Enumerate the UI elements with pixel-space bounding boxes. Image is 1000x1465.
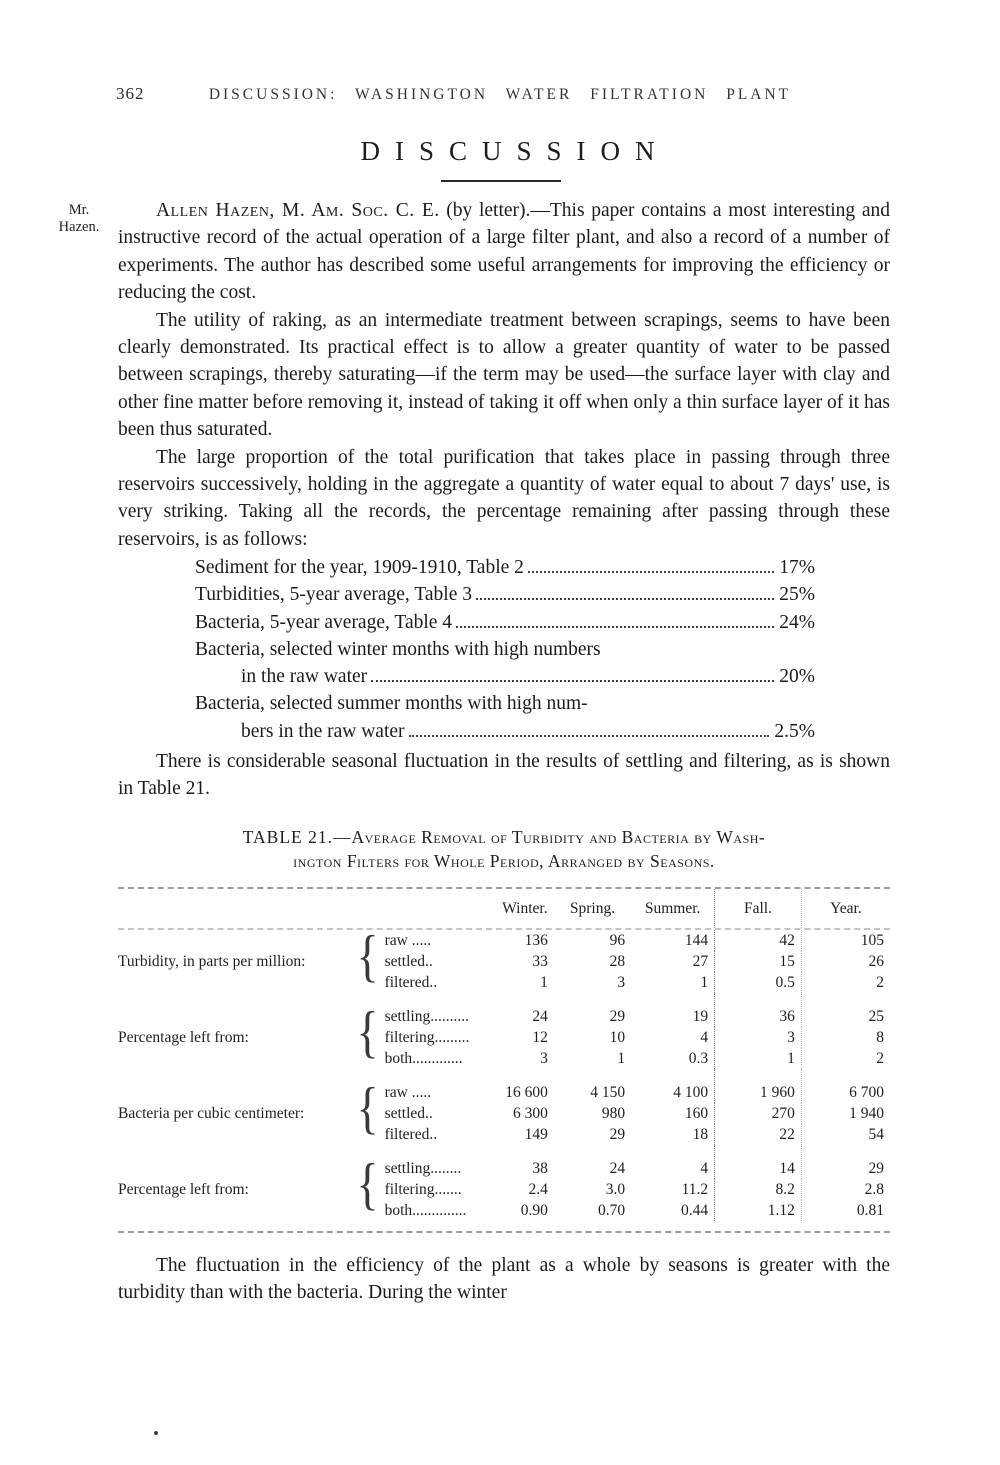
section-title: DISCUSSION bbox=[360, 136, 670, 166]
cell-fall: 0.5 bbox=[715, 972, 802, 993]
cell-spring: 10 bbox=[609, 1028, 626, 1046]
list-item-label: Turbidities, 5-year average, Table 3 bbox=[195, 584, 472, 606]
list-item-label: bers in the raw water bbox=[241, 720, 405, 742]
sub-row-label: settled.. bbox=[384, 1104, 433, 1122]
margin-note-line1: Mr. bbox=[68, 202, 90, 218]
list-item-value: 2.5% bbox=[774, 720, 815, 742]
sub-row-label: filtering......... bbox=[384, 1028, 470, 1046]
sub-row-label: both.............. bbox=[384, 1201, 467, 1219]
cell-winter: 3 bbox=[540, 1049, 548, 1067]
cell-spring: 0.70 bbox=[598, 1201, 626, 1219]
cell-year: 2 bbox=[801, 972, 890, 993]
paragraph-3: The large proportion of the total purification that takes place in passing through three reservoirs successively, holding in the aggregate a quantity of water equal to about 7 days' use, is very striking. Taking all the records, the percentage remaining after passing through these reservoirs, is as follows: bbox=[118, 446, 890, 550]
cell-year: 25 bbox=[801, 993, 890, 1027]
cell-year: 8 bbox=[801, 1027, 890, 1048]
cell-fall: 270 bbox=[715, 1103, 802, 1124]
stub-header bbox=[118, 889, 496, 928]
cell-year: 2.8 bbox=[801, 1179, 890, 1200]
cell-spring: 24 bbox=[609, 1159, 626, 1177]
paragraph-1-text: (by letter).—This paper contains a most interesting and instructive record of the actual operation of a large filter plant, and also a record of a number of experiments. The author has described some useful arrangements for improving the efficiency or reducing the cost. bbox=[118, 200, 890, 304]
cell-winter: 33 bbox=[532, 952, 548, 970]
paragraph-1 bbox=[118, 197, 890, 307]
cell-spring: 29 bbox=[609, 1125, 626, 1143]
sub-row-label: both............. bbox=[384, 1049, 463, 1067]
dot-leader bbox=[476, 585, 774, 601]
cell-spring: 1 bbox=[617, 1049, 626, 1067]
list-item-first-line: Bacteria, selected winter months with high numbers bbox=[195, 638, 601, 660]
cell-year: 6 700 bbox=[801, 1069, 890, 1103]
cell-summer: 4 100 bbox=[673, 1083, 709, 1101]
table-row bbox=[118, 1145, 890, 1179]
page-number: 362 bbox=[116, 84, 145, 103]
table-caption bbox=[118, 825, 890, 874]
column-header-winter: Winter. bbox=[502, 899, 548, 917]
list-item-value: 17% bbox=[779, 557, 815, 579]
list-item bbox=[195, 663, 815, 690]
cell-fall: 1 960 bbox=[715, 1069, 802, 1103]
cell-year: 29 bbox=[801, 1145, 890, 1179]
cell-year: 54 bbox=[801, 1124, 890, 1145]
sub-row-label: settled.. bbox=[384, 952, 433, 970]
table-caption-line2: ington Filters for Whole Period, Arranged by Seasons. bbox=[293, 851, 715, 872]
cell-spring: 3.0 bbox=[605, 1180, 626, 1198]
row-group-label: Percentage left from: bbox=[118, 1180, 249, 1198]
cell-winter: 2.4 bbox=[528, 1180, 548, 1198]
dot-leader bbox=[528, 558, 774, 574]
cell-summer: 11.2 bbox=[681, 1180, 709, 1198]
speaker-name: Allen Hazen, M. Am. Soc. C. E. bbox=[156, 200, 440, 221]
cell-summer: 144 bbox=[684, 931, 709, 949]
margin-note-line2: Hazen. bbox=[58, 219, 100, 235]
column-header-spring: Spring. bbox=[569, 899, 616, 917]
sub-row-label: filtered.. bbox=[384, 973, 438, 991]
cell-spring: 28 bbox=[609, 952, 626, 970]
brace-decoration: { bbox=[356, 999, 379, 1064]
cell-fall: 8.2 bbox=[715, 1179, 802, 1200]
header-rule-row bbox=[118, 928, 890, 930]
cell-spring: 4 150 bbox=[590, 1083, 626, 1101]
cell-summer: 1 bbox=[700, 973, 709, 991]
title-rule bbox=[441, 180, 561, 182]
table-bottom-rule bbox=[118, 1231, 890, 1233]
dot-leader bbox=[371, 666, 774, 682]
cell-winter: 38 bbox=[532, 1159, 548, 1177]
cell-fall: 1.12 bbox=[715, 1200, 802, 1221]
running-head: DISCUSSION: WASHINGTON WATER FILTRATION PLANT bbox=[208, 86, 792, 103]
table-top-rule bbox=[118, 887, 890, 889]
list-item-label: Bacteria, 5-year average, Table 4 bbox=[195, 611, 453, 633]
cell-spring: 96 bbox=[609, 931, 626, 949]
sub-row-label: settling........ bbox=[384, 1159, 462, 1177]
sub-row-label: raw ..... bbox=[384, 1083, 432, 1101]
cell-fall: 36 bbox=[715, 993, 802, 1027]
list-item bbox=[195, 609, 815, 636]
column-header-fall: Fall. bbox=[715, 889, 802, 928]
percentage-leader-list bbox=[195, 554, 815, 744]
dot-leader bbox=[409, 721, 770, 737]
cell-year: 26 bbox=[801, 951, 890, 972]
table-row bbox=[118, 993, 890, 1027]
row-group-label: Percentage left from: bbox=[118, 1028, 249, 1046]
cell-spring: 29 bbox=[609, 1007, 626, 1025]
table-header-row bbox=[118, 889, 890, 928]
cell-spring: 3 bbox=[617, 973, 626, 991]
column-header-summer: Summer. bbox=[644, 899, 701, 917]
table-21-grid bbox=[118, 889, 890, 1221]
cell-winter: 12 bbox=[532, 1028, 548, 1046]
list-item-value: 20% bbox=[779, 666, 815, 688]
cell-summer: 19 bbox=[692, 1007, 709, 1025]
cell-winter: 0.90 bbox=[520, 1201, 548, 1219]
table-row bbox=[118, 930, 890, 951]
cell-winter: 1 bbox=[540, 973, 548, 991]
cell-fall: 3 bbox=[715, 1027, 802, 1048]
row-group-label: Turbidity, in parts per million: bbox=[118, 952, 306, 970]
cell-spring: 980 bbox=[601, 1104, 626, 1122]
cell-year: 105 bbox=[801, 930, 890, 951]
table-row bbox=[118, 1069, 890, 1103]
cell-winter: 6 300 bbox=[512, 1104, 548, 1122]
cell-winter: 24 bbox=[532, 1007, 548, 1025]
cell-fall: 15 bbox=[715, 951, 802, 972]
brace-decoration: { bbox=[356, 1151, 379, 1216]
cell-fall: 1 bbox=[715, 1048, 802, 1069]
cell-winter: 16 600 bbox=[505, 1083, 548, 1101]
cell-fall: 42 bbox=[715, 930, 802, 951]
brace-decoration: { bbox=[356, 1075, 379, 1140]
list-item bbox=[195, 718, 815, 745]
table-21 bbox=[118, 887, 890, 1233]
cell-summer: 160 bbox=[684, 1104, 709, 1122]
cell-year: 1 940 bbox=[801, 1103, 890, 1124]
table-header-rule bbox=[118, 928, 890, 930]
cell-summer: 18 bbox=[692, 1125, 709, 1143]
table-caption-line1 bbox=[118, 825, 890, 850]
list-item-first-line: Bacteria, selected summer months with high num- bbox=[195, 693, 588, 715]
column-header-year: Year. bbox=[801, 889, 890, 928]
table-caption-lead: TABLE 21.— bbox=[242, 826, 352, 847]
cell-winter: 149 bbox=[524, 1125, 548, 1143]
list-item-label: in the raw water bbox=[241, 666, 368, 688]
list-item-value: 24% bbox=[779, 611, 815, 633]
paragraph-4: There is considerable seasonal fluctuation in the results of settling and filtering, as is shown in Table 21. bbox=[118, 750, 890, 800]
cell-summer: 0.44 bbox=[681, 1201, 709, 1219]
sub-row-label: filtered.. bbox=[384, 1125, 438, 1143]
body-column bbox=[118, 197, 890, 1306]
sub-row-label: raw ..... bbox=[384, 931, 432, 949]
paragraph-5: The fluctuation in the efficiency of the plant as a whole by seasons is greater with the turbidity than with the bacteria. During the winter bbox=[118, 1254, 890, 1303]
row-group-label: Bacteria per cubic centimeter: bbox=[118, 1104, 305, 1122]
cell-summer: 0.3 bbox=[688, 1049, 709, 1067]
scan-speck bbox=[154, 1431, 158, 1435]
list-item-label: Sediment for the year, 1909-1910, Table 2 bbox=[195, 557, 524, 579]
list-item bbox=[195, 581, 815, 608]
dot-leader bbox=[456, 612, 774, 628]
list-item bbox=[195, 554, 815, 581]
sub-row-label: filtering....... bbox=[384, 1180, 462, 1198]
cell-fall: 22 bbox=[715, 1124, 802, 1145]
cell-fall: 14 bbox=[715, 1145, 802, 1179]
paragraph-2: The utility of raking, as an intermediate treatment between scrapings, seems to have been clearly demonstrated. Its practical effect is to allow a greater quantity of water to be passed between scrapings, thereby saturating—if the term may be used—the surface layer with clay and other fine matter before removing it, instead of taking it off when only a thin surface layer of it has been thus saturated. bbox=[118, 309, 890, 441]
cell-year: 2 bbox=[801, 1048, 890, 1069]
table-caption-rest: Average Removal of Turbidity and Bacteria by Wash- bbox=[351, 826, 766, 847]
cell-summer: 4 bbox=[700, 1159, 709, 1177]
sub-row-label: settling.......... bbox=[384, 1007, 469, 1025]
cell-winter: 136 bbox=[524, 931, 548, 949]
cell-summer: 27 bbox=[692, 952, 709, 970]
cell-year: 0.81 bbox=[801, 1200, 890, 1221]
brace-decoration: { bbox=[356, 923, 379, 988]
list-item-value: 25% bbox=[779, 584, 815, 606]
margin-note-speaker bbox=[42, 202, 116, 236]
cell-summer: 4 bbox=[700, 1028, 709, 1046]
